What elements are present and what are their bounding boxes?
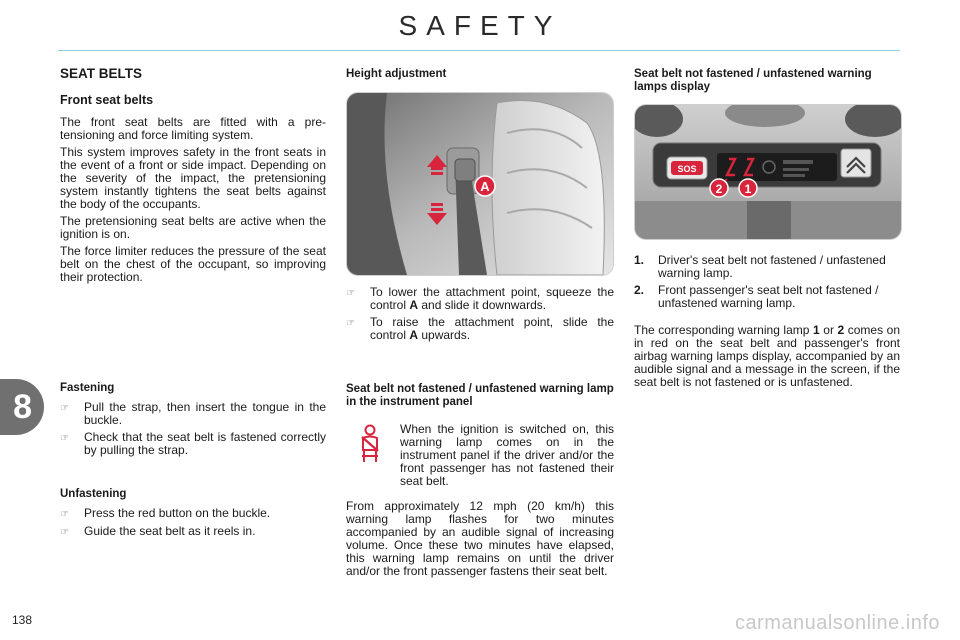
paragraph: This system improves safety in the front seats in the event of a front or side impact. Depending on the severity of the impact, the pretensioning system instantly tightens the seat belts against the body of the occupants. [60,145,326,211]
chapter-number: 8 [13,387,32,426]
instrument-warning-title: Seat belt not fastened / unfastened warning lamp in the instrument panel [346,383,614,408]
paragraph: The front seat belts are fitted with a pre-tensioning and force limiting system. [60,115,326,142]
paragraph: The pretensioning seat belts are active when the ignition is on. [60,214,326,241]
pointing-hand-icon: ☞ [60,403,69,414]
seat-belt-height-figure [346,92,614,276]
header-divider [58,50,900,51]
list-item: ☞ Pull the strap, then insert the tongue in the buckle. [60,400,326,427]
sos-button-label: SOS [677,164,697,174]
list-item: ☞ To lower the attachment point, squeeze the control A and slide it downwards. [346,285,614,312]
warning-display-title: Seat belt not fastened / unfastened warning lamps display [634,68,872,93]
unfastening-title: Unfastening [60,488,127,500]
height-adjustment-title: Height adjustment [346,68,447,80]
intro-text [60,116,326,284]
page-title: SAFETY [398,10,562,41]
height-instructions [346,286,614,346]
list-item: 2. Front passenger's seat belt not fastened / unfastened warning lamp. [634,283,879,310]
dashboard-illustration [635,105,901,239]
warning-text: When the ignition is switched on, this warning lamp comes on in the instrument panel if the driver and/or the front passenger has not fastened their seat belt. [400,422,614,488]
pointing-hand-icon: ☞ [60,527,69,538]
watermark: carmanualsonline.info [734,612,940,634]
pointing-hand-icon: ☞ [346,288,355,299]
pointing-hand-icon: ☞ [60,509,69,520]
column-1 [60,66,326,288]
page-number: 138 [12,613,33,627]
speed-warning-text: From approximately 12 mph (20 km/h) this warning lamp flashes for two minutes accompanied by an audible signal of increasing volume. Once these two minutes have elapsed, this warning lamp remains on until the driver and/or the front passenger fastens their seat belt. [346,499,614,578]
warning-lamps-list [634,254,900,314]
callout-1-label: 1 [744,182,752,196]
list-item: ☞ Check that the seat belt is fastened correctly by pulling the strap. [60,430,326,457]
seat-belt-illustration [347,93,613,275]
fastening-title: Fastening [60,382,115,394]
unfastening-section [60,488,326,543]
paragraph: The force limiter reduces the pressure of the seat belt on the chest of the occupant, so improving their protection. [60,244,326,284]
fastening-section [60,382,326,461]
list-item: 1. Driver's seat belt not fastened / unfastened warning lamp. [634,253,886,280]
list-item: ☞ Press the red button on the buckle. [60,506,271,520]
corresponding-lamp-text: The corresponding warning lamp 1 or 2 comes on in red on the seat belt and passenger's front airbag warning lamps display, accompanied by an audible signal and a message in the screen, if the seat belt is not fastened or is unfastened. [634,323,900,389]
warning-display-figure [634,104,902,240]
subsection-title: Front seat belts [60,93,154,107]
chapter-tab [0,379,44,435]
seat-belt-warning-icon [356,424,384,464]
pointing-hand-icon: ☞ [60,433,69,444]
control-a-label: A [480,179,490,194]
list-item: ☞ Guide the seat belt as it reels in. [60,524,256,538]
section-title: SEAT BELTS [60,66,143,81]
list-item: ☞ To raise the attachment point, slide the control A upwards. [346,315,614,342]
callout-2-label: 2 [715,182,723,196]
pointing-hand-icon: ☞ [346,318,355,329]
